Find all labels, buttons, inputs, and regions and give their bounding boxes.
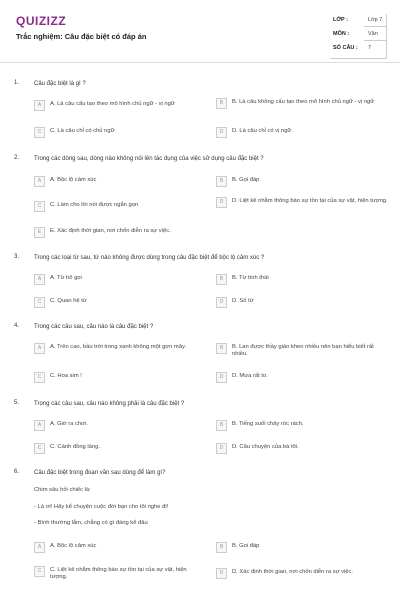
option-c[interactable] [34, 297, 194, 308]
option-d[interactable] [216, 197, 390, 208]
meta-key-count: SỐ CÂU : [333, 45, 358, 51]
option-text: D. Là câu chỉ có vị ngữ. [232, 128, 293, 134]
option-text: B. Gọi đáp [232, 177, 260, 183]
meta-row-class [330, 14, 386, 28]
option-a[interactable] [34, 420, 194, 431]
meta-row-count [330, 42, 386, 56]
option-letter-box: B [216, 542, 227, 553]
option-letter-box: A [34, 274, 45, 285]
question-number: 4. [14, 323, 20, 329]
option-letter-box: C [34, 201, 45, 212]
option-letter-box: B [216, 98, 227, 109]
option-c[interactable] [34, 127, 194, 138]
question-number: 2. [14, 155, 20, 161]
question-number: 5. [14, 400, 20, 406]
option-text: B. Là câu không cấu tạo theo mô hình chủ ngữ - vị ngữ [232, 99, 375, 105]
header-divider [0, 62, 400, 63]
option-letter-box: D [216, 443, 227, 454]
option-text: A. Từ hô gọi [50, 275, 82, 281]
option-a[interactable] [34, 274, 194, 285]
question-text: Trong các câu sau, câu nào không phải là câu đặc biệt ? [34, 401, 185, 407]
option-letter-box: D [216, 197, 227, 208]
option-text: C. Cánh đồng làng. [50, 444, 100, 450]
option-letter-box: A [34, 176, 45, 187]
option-text: C. Làm cho lời nói được ngắn gọn [50, 202, 139, 208]
meta-divider [364, 40, 386, 41]
option-b[interactable] [216, 98, 390, 109]
option-letter-box: D [216, 127, 227, 138]
question-number: 1. [14, 80, 20, 86]
option-letter-box: E [34, 227, 45, 238]
option-a[interactable] [34, 176, 194, 187]
option-d[interactable] [216, 568, 390, 579]
option-text: A. Trên cao, bầu trời trong xanh không một gợn mây. [50, 344, 187, 350]
option-a[interactable] [34, 343, 194, 354]
option-text: D. Mưa rất to. [232, 373, 268, 379]
option-letter-box: B [216, 343, 227, 354]
option-b[interactable] [216, 542, 390, 553]
question-number: 6. [14, 469, 20, 475]
option-text: E. Xác định thời gian, nơi chốn diễn ra sự việc. [50, 228, 171, 234]
option-text: A. Là câu cấu tạo theo mô hình chủ ngữ - vị ngữ [50, 101, 175, 107]
meta-key-subject: MÔN : [333, 31, 350, 37]
meta-divider [364, 26, 386, 27]
option-letter-box: C [34, 372, 45, 383]
option-text: B. Lan được thầy giáo khen nhiều nên bạn hiểu biết rất nhiều. [232, 344, 374, 357]
option-text: A. Bộc lộ cảm xúc [50, 177, 97, 183]
option-c[interactable] [34, 443, 194, 454]
meta-value-subject: Văn [368, 31, 378, 37]
page-title: Trắc nghiệm: Câu đặc biệt có đáp án [16, 32, 147, 41]
question-text: Câu đặc biệt trong đoạn văn sau dùng để làm gì? [34, 470, 166, 476]
option-text: C. Liệt kê nhằm thông báo sự tồn tại của sự vật, hiện tượng. [50, 567, 187, 580]
option-letter-box: A [34, 100, 45, 111]
question-text: Trong các loại từ sau, từ nào không được dùng trong câu đặc biệt để bộc lộ cảm xúc ? [34, 255, 265, 261]
option-text: D. Xác định thời gian, nơi chốn diễn ra sự việc. [232, 569, 354, 575]
option-text: C. Quan hệ từ [50, 298, 87, 304]
option-text: C. Là câu chỉ có chủ ngữ [50, 128, 115, 134]
option-c[interactable] [34, 201, 194, 212]
option-letter-box: C [34, 443, 45, 454]
option-letter-box: A [34, 542, 45, 553]
option-d[interactable] [216, 127, 390, 138]
passage-line: - Bình thường lắm, chẳng có gì đáng kể đâu [34, 520, 148, 526]
option-e[interactable] [34, 227, 364, 238]
meta-value-class: Lớp 7 [368, 17, 383, 23]
option-letter-box: D [216, 297, 227, 308]
option-b[interactable] [216, 420, 390, 431]
option-text: C. Hoa sim ! [50, 373, 82, 379]
option-letter-box: D [216, 372, 227, 383]
option-letter-box: C [34, 127, 45, 138]
worksheet-header [0, 0, 400, 62]
option-text: D. Số từ [232, 298, 254, 304]
meta-table [330, 14, 386, 56]
option-b[interactable] [216, 176, 390, 187]
question-text: Trong các dòng sau, dòng nào không nói lên tác dụng của việc sử dụng câu đặc biệt ? [34, 156, 264, 162]
question-number: 3. [14, 254, 20, 260]
option-text: B. Từ tình thái [232, 275, 269, 281]
option-d[interactable] [216, 443, 390, 454]
option-c[interactable] [34, 372, 194, 383]
option-text: A. Bộc lộ cảm xúc [50, 543, 97, 549]
option-letter-box: A [34, 343, 45, 354]
passage-line: - Lá ơi! Hãy kể chuyện cuộc đời bạn cho tôi nghe đi! [34, 504, 169, 510]
meta-key-class: LỚP : [333, 17, 348, 23]
meta-value-count: 7 [368, 45, 372, 51]
option-letter-box: A [34, 420, 45, 431]
option-d[interactable] [216, 372, 390, 383]
option-text: D. Câu chuyện của bà tôi. [232, 444, 299, 450]
option-b[interactable] [216, 343, 390, 358]
option-letter-box: C [34, 566, 45, 577]
meta-row-subject [330, 28, 386, 42]
question-text: Trong các câu sau, câu nào là câu đặc biệt ? [34, 324, 154, 330]
option-b[interactable] [216, 274, 390, 285]
option-text: D. Liệt kê nhằm thông báo sự tồn tại của sự vật, hiện tượng. [232, 198, 388, 204]
option-text: B. Tiếng suối chảy róc rách. [232, 421, 304, 427]
option-letter-box: B [216, 176, 227, 187]
option-letter-box: C [34, 297, 45, 308]
option-letter-box: B [216, 420, 227, 431]
option-letter-box: B [216, 274, 227, 285]
quizizz-logo: QUIZIZZ [16, 14, 67, 28]
question-text: Câu đặc biệt là gì ? [34, 81, 86, 87]
option-a[interactable] [34, 100, 194, 111]
option-a[interactable] [34, 542, 194, 553]
option-d[interactable] [216, 297, 390, 308]
option-c[interactable] [34, 566, 194, 581]
option-letter-box: D [216, 568, 227, 579]
passage-line: Chim sâu hỏi chiếc lá: [34, 487, 91, 493]
option-text: B. Gọi đáp [232, 543, 260, 549]
option-text: A. Giờ ra chơi. [50, 421, 88, 427]
